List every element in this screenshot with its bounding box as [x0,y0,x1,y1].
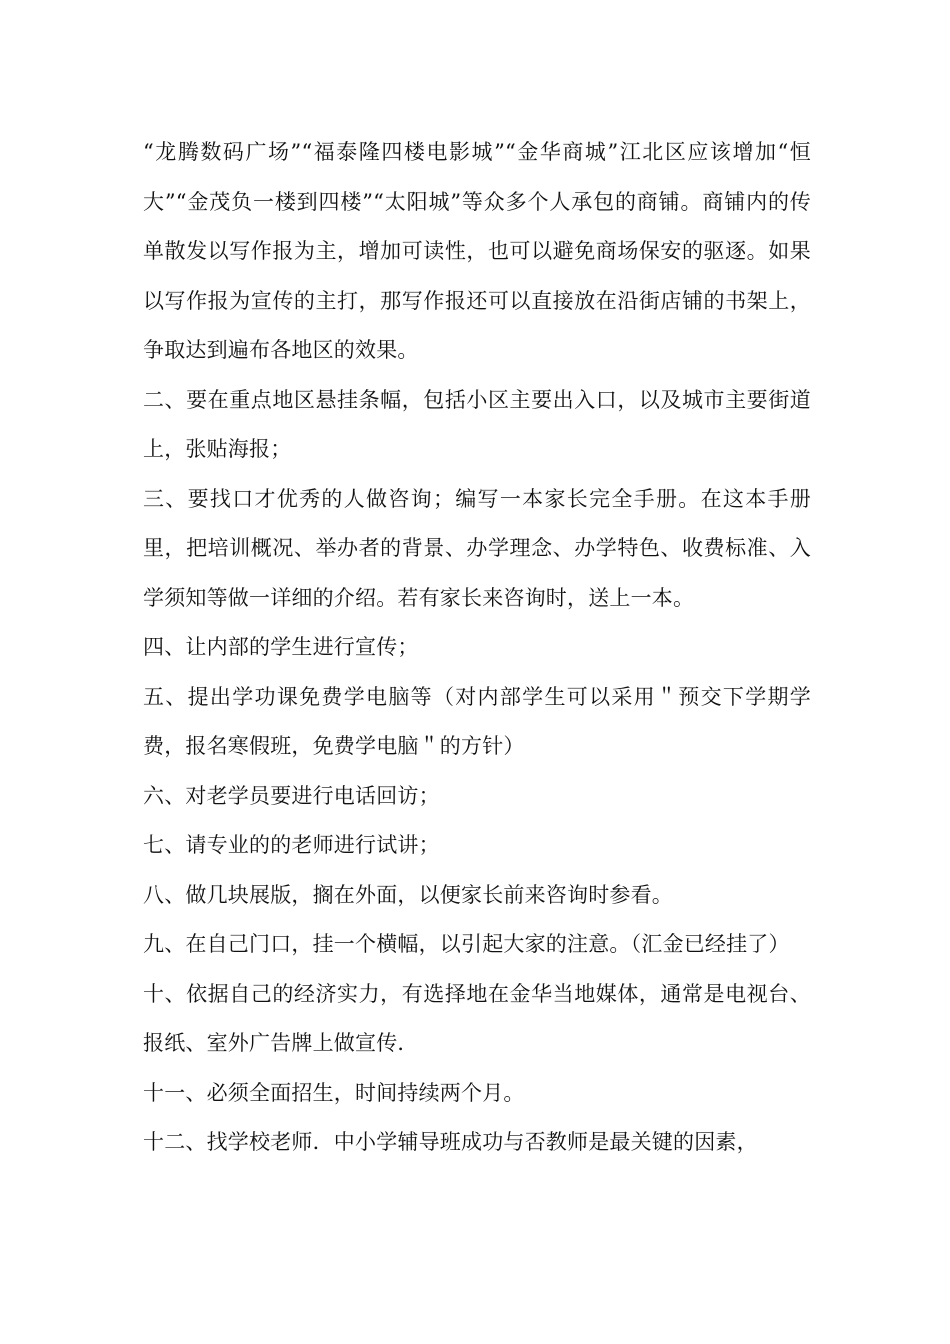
paragraph-item-10-media: 十、依据自己的经济实力，有选择地在金华当地媒体，通常是电视台、报纸、室外广告牌上做宣传． [143,981,811,1055]
paragraph-item-2-banners: 二、要在重点地区悬挂条幅，包括小区主要出入口，以及城市主要街道上，张贴海报； [143,387,811,461]
document-body [143,128,811,1168]
paragraph-item-3-consulting: 三、要找口才优秀的人做咨询；编写一本家长完全手册。在这本手册里，把培训概况、举办者的背景、办学理念、办学特色、收费标准、入学须知等做一详细的介绍。若有家长来咨询时，送上一本。 [143,486,811,610]
paragraph-item-5-free-computer: 五、提出学功课免费学电脑等（对内部学生可以采用＂预交下学期学费，报名寒假班，免费学电脑＂的方针） [143,684,811,758]
paragraph-item-6-phone-visits: 六、对老学员要进行电话回访； [143,783,440,808]
paragraph-item-11-enrollment: 十一、必须全面招生，时间持续两个月。 [143,1080,525,1105]
paragraph-intro-malls: “龙腾数码广场”“福泰隆四楼电影城”“金华商城”江北区应该增加“恒大”“金茂负一楼到四楼”“太阳城”等众多个人承包的商铺。商铺内的传单散发以写作报为主，增加可读性，也可以避免商场保安的驱逐。如果以写作报为宣传的主打，那写作报还可以直接放在沿街店铺的书架上，争取达到遍布各地区的效果。 [143,140,811,362]
paragraph-item-7-trial-lessons: 七、请专业的的老师进行试讲； [143,833,440,857]
paragraph-item-8-display-boards: 八、做几块展版，搁在外面，以便家长前来咨询时参看。 [143,882,673,907]
paragraph-item-4-students: 四、让内部的学生进行宣传； [143,635,419,659]
paragraph-item-12-teachers: 十二、找学校老师．中小学辅导班成功与否教师是最关键的因素， [143,1130,758,1154]
paragraph-item-9-door-banner: 九、在自己门口，挂一个横幅，以引起大家的注意。（汇金已经挂了） [143,932,790,956]
